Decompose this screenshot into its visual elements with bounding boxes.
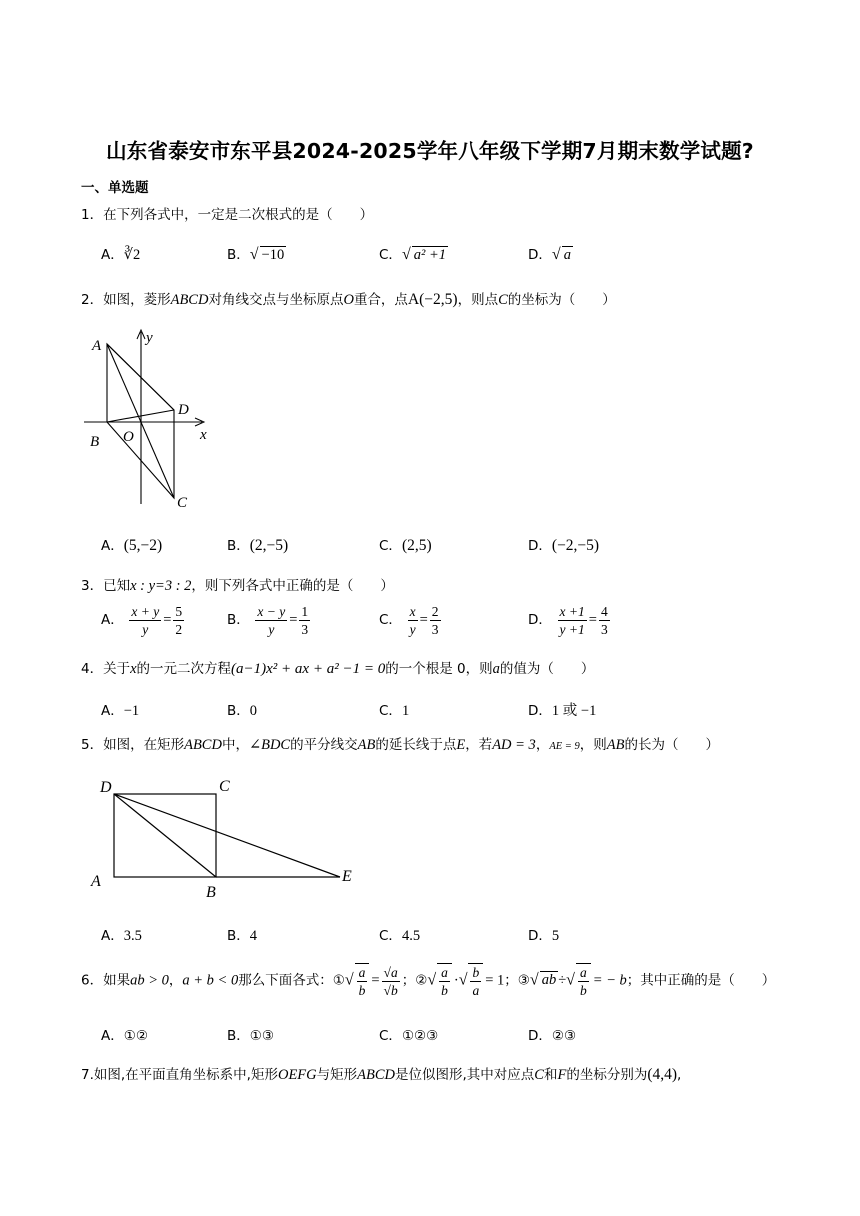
bisector-de <box>114 794 340 877</box>
label-o: O <box>123 429 134 445</box>
label-y: y <box>146 330 153 346</box>
q3-option-a: A． $\frac{x + y}{y}$ = $\frac{5}{2}$ <box>101 604 183 637</box>
q5-option-c: C．4.5 <box>379 928 421 944</box>
q2-option-c: C．(2,5) <box>379 537 432 554</box>
q6-option-a: A．①② <box>101 1028 148 1044</box>
question-7: 7.如图,在平面直角坐标系中,矩形OEFG与矩形ABCD是位似图形,其中对应点C和F的坐标分别为(4,4), <box>81 1066 682 1083</box>
q2-option-d: D．(−2,−5) <box>528 537 600 554</box>
label-b: B <box>206 884 216 900</box>
label-d: D <box>178 402 189 418</box>
q1-option-a: A．∛2 <box>101 247 141 263</box>
q1-option-d: D．√ a <box>528 246 571 263</box>
q1-option-c: C．√ a² +1 <box>379 246 446 263</box>
q5-option-b: B．4 <box>227 928 258 944</box>
question-1-stem: 1．在下列各式中，一定是二次根式的是（ ） <box>81 207 374 223</box>
q2-option-a: A．(5,−2) <box>101 537 163 554</box>
q4-option-c: C．1 <box>379 703 410 719</box>
q5-option-d: D．5 <box>528 928 560 944</box>
q6-option-d: D．②③ <box>528 1028 577 1044</box>
q4-option-a: A．−1 <box>101 703 140 719</box>
q6-option-b: B．①③ <box>227 1028 274 1044</box>
page-title: 山东省泰安市东平县2024-2025学年八年级下学期7月期末数学试题? <box>106 139 754 163</box>
section-heading: 一、单选题 <box>81 180 149 196</box>
question-4: 4．关于x的一元二次方程(a−1)x² + ax + a² −1 = 0的一个根是 0，则a的值为（ ） <box>81 661 595 677</box>
diagonal-db <box>114 794 216 877</box>
label-x: x <box>200 427 207 443</box>
question-3: 3．已知x : y=3 : 2，则下列各式中正确的是（ ） <box>81 578 394 594</box>
rectangle-diagram <box>88 770 360 900</box>
question-6: 6．如果ab > 0，a + b < 0那么下面各式：①√ $\frac{a}{b}$ = $\frac{√a}{√b}$ ；②√ $\frac{a}{b}$ ·√ $\frac{b}{a}$ = 1；③√ ab ÷√ $\frac{a}{b}$ = − b；其中正确的是（ ） <box>81 964 776 998</box>
label-d: D <box>100 779 112 796</box>
q3-option-c: C． $\frac{x}{y}$ = $\frac{2}{3}$ <box>379 604 439 637</box>
q3-option-d: D． $\frac{x +1}{y +1}$ = $\frac{4}{3}$ <box>528 604 608 637</box>
q5-option-a: A．3.5 <box>101 928 142 944</box>
rhombus-diagram <box>84 322 214 512</box>
question-1 <box>81 203 373 224</box>
question-5: 5．如图，在矩形ABCD中，∠BDC的平分线交AB的延长线于点E，若AD = 3，AE = 9，则AB的长为（ ） <box>81 737 719 753</box>
label-a: A <box>92 338 102 354</box>
label-b: B <box>90 434 100 450</box>
label-c: C <box>219 778 230 795</box>
label-c: C <box>177 495 188 511</box>
q4-option-d: D．1 或 −1 <box>528 703 597 719</box>
q3-option-b: B． $\frac{x - y}{y}$ = $\frac{1}{3}$ <box>227 604 309 637</box>
label-e: E <box>342 868 352 885</box>
q4-option-b: B．0 <box>227 703 258 719</box>
q2-option-b: B．(2,−5) <box>227 537 289 554</box>
q6-option-c: C．①②③ <box>379 1028 439 1044</box>
question-2: 2．如图，菱形ABCD对角线交点与坐标原点O重合，点A(−2,5)，则点C的坐标为（ ） <box>81 291 616 308</box>
label-a: A <box>91 873 101 890</box>
q1-option-b: B．√ −10 <box>227 246 285 263</box>
